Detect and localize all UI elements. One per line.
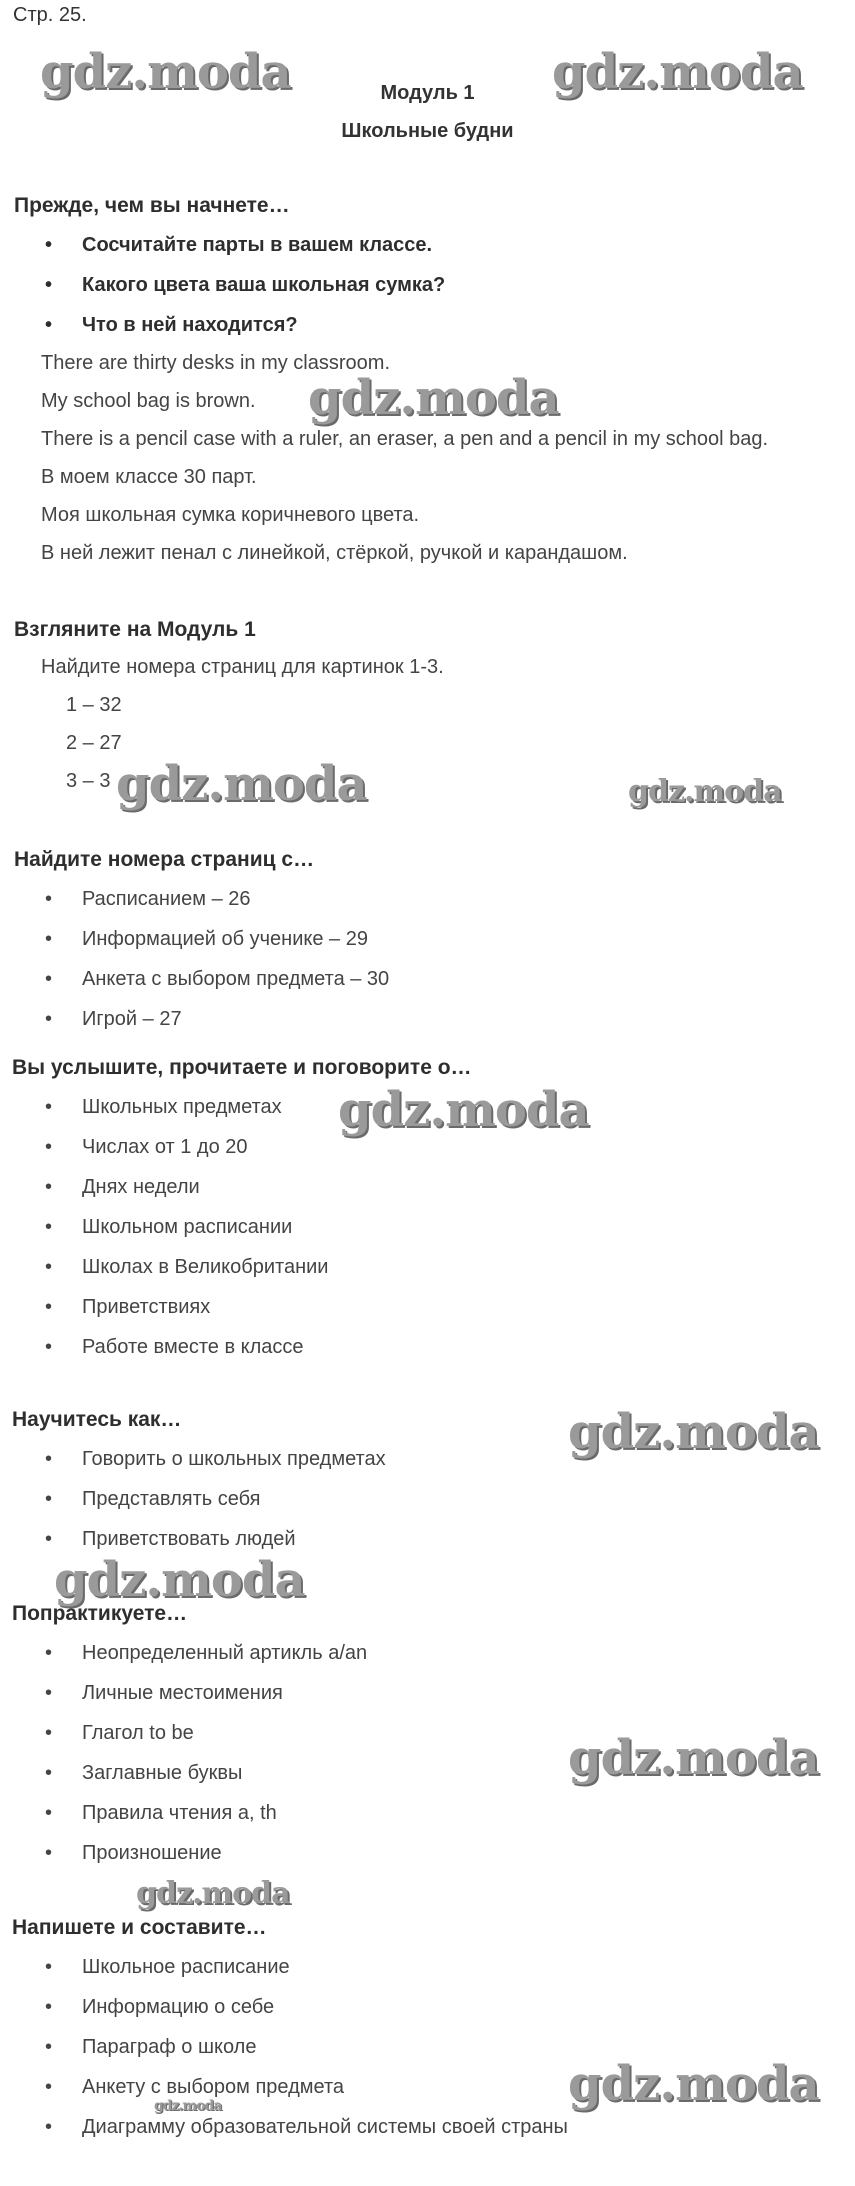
section-heading-learn-how: Научитесь как… [12, 1408, 182, 1431]
answer-line: 1 – 32 [66, 694, 122, 716]
watermark-logo: gdz.moda [628, 774, 782, 809]
bullet-icon: • [45, 1336, 53, 1358]
bullet-icon: • [45, 968, 53, 990]
watermark-logo: gdz.moda [116, 756, 367, 812]
bullet-icon: • [45, 1956, 53, 1978]
section-heading-find-pages: Найдите номера страниц с… [14, 848, 315, 871]
page-number: Стр. 25. [13, 4, 87, 26]
bullet-icon: • [45, 2076, 53, 2098]
bullet-icon: • [45, 234, 53, 256]
bullet-icon: • [45, 1762, 53, 1784]
bullet-icon: • [45, 928, 53, 950]
bullet-icon: • [45, 274, 53, 296]
section-heading-you-will-hear: Вы услышите, прочитаете и поговорите о… [12, 1056, 472, 1079]
bullet-icon: • [45, 1842, 53, 1864]
watermark-logo: gdz.moda [568, 2056, 819, 2112]
answer-line: В ней лежит пенал с линейкой, стёркой, ручкой и карандашом. [41, 542, 628, 564]
watermark-logo: gdz.moda [136, 1876, 290, 1911]
bullet-icon: • [45, 1216, 53, 1238]
answer-line: Моя школьная сумка коричневого цвета. [41, 504, 420, 526]
watermark-logo: gdz.moda [568, 1730, 819, 1786]
watermark-logo: gdz.moda [552, 44, 803, 100]
bullet-icon: • [45, 1488, 53, 1510]
bullet-icon: • [45, 888, 53, 910]
bullet-icon: • [45, 2036, 53, 2058]
section-heading-look-at-module: Взгляните на Модуль 1 [14, 618, 256, 641]
answer-line: There are thirty desks in my classroom. [41, 352, 390, 374]
watermark-logo: gdz.moda [54, 1552, 305, 1608]
answer-line: There is a pencil case with a ruler, an eraser, a pen and a pencil in my school bag. [41, 428, 769, 450]
bullet-icon: • [45, 1136, 53, 1158]
watermark-logo: gdz.moda [308, 370, 559, 426]
bullet-icon: • [45, 2116, 53, 2138]
bullet-icon: • [45, 1256, 53, 1278]
bullet-icon: • [45, 1096, 53, 1118]
section-heading-write: Напишете и составите… [12, 1916, 267, 1939]
module-subtitle: Школьные будни [341, 120, 514, 142]
module-title: Модуль 1 [380, 82, 475, 104]
bullet-icon: • [45, 1682, 53, 1704]
bullet-icon: • [45, 1722, 53, 1744]
answer-line: В моем классе 30 парт. [41, 466, 257, 488]
section-heading-practice: Попрактикуете… [12, 1602, 188, 1625]
bullet-icon: • [45, 1448, 53, 1470]
answer-line: 3 – 3 [66, 770, 111, 792]
bullet-icon: • [45, 1996, 53, 2018]
watermark-logo: gdz.moda [338, 1082, 589, 1138]
watermark-logo: gdz.moda [154, 2098, 222, 2114]
watermark-logo: gdz.moda [40, 44, 291, 100]
bullet-icon: • [45, 1296, 53, 1318]
instruction-text: Найдите номера страниц для картинок 1-3. [41, 656, 444, 678]
bullet-icon: • [45, 1642, 53, 1664]
watermark-logo: gdz.moda [568, 1404, 819, 1460]
bullet-icon: • [45, 314, 53, 336]
answer-line: My school bag is brown. [41, 390, 256, 412]
bullet-icon: • [45, 1008, 53, 1030]
bullet-icon: • [45, 1528, 53, 1550]
bullet-icon: • [45, 1176, 53, 1198]
bullet-icon: • [45, 1802, 53, 1824]
answer-line: 2 – 27 [66, 732, 122, 754]
section-heading-before-start: Прежде, чем вы начнете… [14, 194, 290, 217]
